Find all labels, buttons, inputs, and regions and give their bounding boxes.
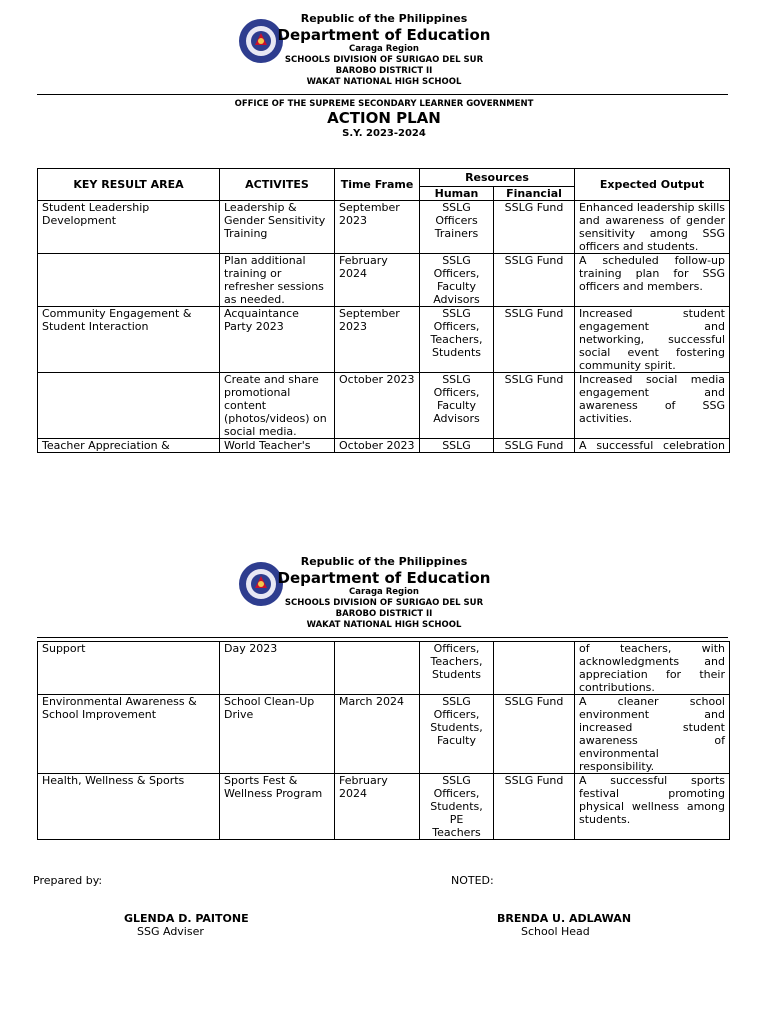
header-divider [37,637,728,638]
header-financial: Financial [494,187,575,201]
human-cell: SSLG Officers, Teachers, Students [420,307,494,373]
human-cell: SSLG [420,439,494,453]
header-human: Human [420,187,494,201]
output-cell: A scheduled follow-up training plan for SSG officers and members. [575,254,730,307]
division-line: SCHOOLS DIVISION OF SURIGAO DEL SUR [284,598,484,608]
table-row [38,439,730,453]
activity-cell: Create and share promotional content (photos/videos) on social media. [220,373,335,439]
kra-cell: Teacher Appreciation & [38,439,220,453]
output-cell: Increased student engagement and networking, successful social event fostering community spirit. [575,307,730,373]
region-line: Caraga Region [349,587,419,597]
header-time-frame: Time Frame [335,169,420,201]
noted-label: NOTED: [451,874,494,887]
noted-name: BRENDA U. ADLAWAN [497,912,632,925]
table-row [38,373,730,439]
prepared-by-label: Prepared by: [33,874,103,887]
header-activities: ACTIVITES [220,169,335,201]
kra-cell [38,373,220,439]
output-cell: Increased social media engagement and awareness of SSG activities. [575,373,730,439]
header-expected-output: Expected Output [575,169,730,201]
action-plan-table-page1 [37,168,730,453]
output-cell: Enhanced leadership skills and awareness of gender sensitivity among SSG officers and students. [575,201,730,254]
activity-cell: Leadership & Gender Sensitivity Training [220,201,335,254]
table-row [38,695,730,774]
human-cell: SSLG Officers, Students, Faculty [420,695,494,774]
kra-cell: Support [38,642,220,695]
financial-cell: SSLG Fund [494,439,575,453]
human-cell: Officers, Teachers, Students [420,642,494,695]
region-line: Caraga Region [349,44,419,54]
document-title: ACTION PLAN [327,109,441,127]
human-cell: SSLG Officers, Faculty Advisors [420,373,494,439]
school-year: S.Y. 2023-2024 [342,128,426,139]
table-row [38,201,730,254]
office-line: OFFICE OF THE SUPREME SECONDARY LEARNER GOVERNMENT [234,99,534,109]
department-line: Department of Education [277,26,491,44]
kra-cell: Health, Wellness & Sports [38,774,220,840]
header-divider [37,94,728,95]
financial-cell: SSLG Fund [494,695,575,774]
time-cell: October 2023 [335,373,420,439]
financial-cell: SSLG Fund [494,373,575,439]
republic-line: Republic of the Philippines [300,555,468,568]
human-cell: SSLG Officers, Students, PE Teachers [420,774,494,840]
kra-cell: Environmental Awareness & School Improvement [38,695,220,774]
activity-cell: Acquaintance Party 2023 [220,307,335,373]
activity-cell: Day 2023 [220,642,335,695]
prepared-role: SSG Adviser [137,925,204,938]
header-resources: Resources [420,169,575,187]
division-line: SCHOOLS DIVISION OF SURIGAO DEL SUR [284,55,484,65]
financial-cell: SSLG Fund [494,774,575,840]
time-cell: February 2024 [335,774,420,840]
republic-line: Republic of the Philippines [300,12,468,25]
financial-cell: SSLG Fund [494,201,575,254]
time-cell: March 2024 [335,695,420,774]
human-cell: SSLG Officers, Faculty Advisors [420,254,494,307]
human-cell: SSLG Officers Trainers [420,201,494,254]
time-cell: October 2023 [335,439,420,453]
table-row [38,642,730,695]
table-row [38,254,730,307]
output-cell: A successful celebration [575,439,730,453]
time-cell: September 2023 [335,307,420,373]
output-cell: A cleaner school environment and increased student awareness of environmental responsibility. [575,695,730,774]
table-row [38,307,730,373]
time-cell [335,642,420,695]
kra-cell: Student Leadership Development [38,201,220,254]
activity-cell: Sports Fest & Wellness Program [220,774,335,840]
time-cell: February 2024 [335,254,420,307]
school-line: WAKAT NATIONAL HIGH SCHOOL [306,620,462,630]
activity-cell: Plan additional training or refresher sessions as needed. [220,254,335,307]
financial-cell: SSLG Fund [494,307,575,373]
time-cell: September 2023 [335,201,420,254]
kra-cell: Community Engagement & Student Interaction [38,307,220,373]
noted-role: School Head [521,925,590,938]
financial-cell [494,642,575,695]
output-cell: of teachers, with acknowledgments and appreciation for their contributions. [575,642,730,695]
header-kra: KEY RESULT AREA [38,169,220,201]
activity-cell: School Clean-Up Drive [220,695,335,774]
kra-cell [38,254,220,307]
financial-cell: SSLG Fund [494,254,575,307]
output-cell: A successful sports festival promoting physical wellness among students. [575,774,730,840]
district-line: BAROBO DISTRICT II [335,66,433,76]
department-line: Department of Education [277,569,491,587]
district-line: BAROBO DISTRICT II [335,609,433,619]
action-plan-table-page2 [37,641,730,840]
prepared-name: GLENDA D. PAITONE [124,912,249,925]
table-row [38,774,730,840]
school-line: WAKAT NATIONAL HIGH SCHOOL [306,77,462,87]
activity-cell: World Teacher's [220,439,335,453]
